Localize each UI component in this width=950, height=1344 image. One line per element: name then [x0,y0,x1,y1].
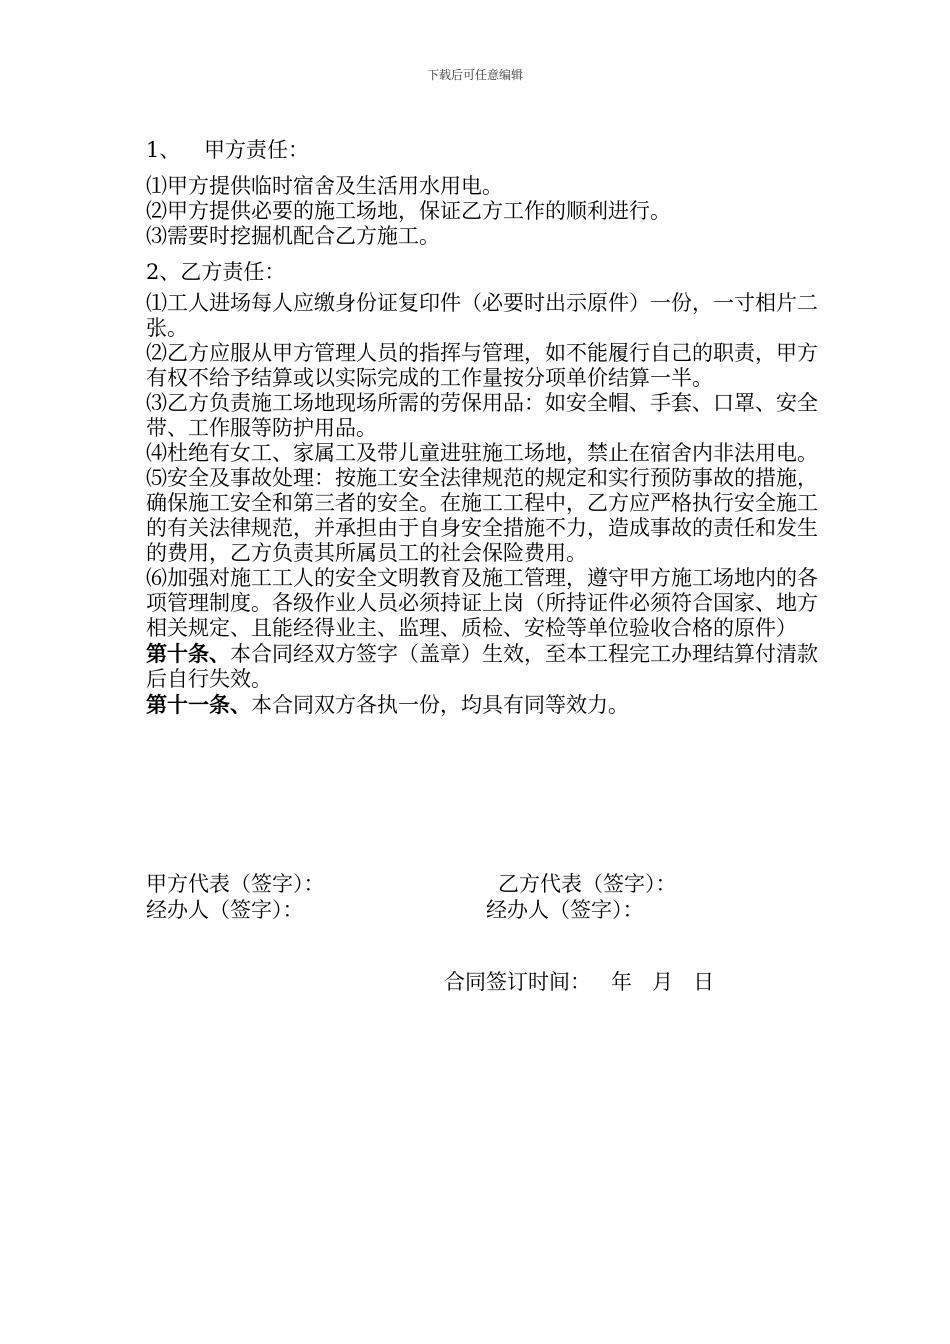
section1-item-1: ⑴甲方提供临时宿舍及生活用水用电。 [146,174,503,198]
section1-title: 甲方责任： [204,138,309,162]
party-b-rep-label: 乙方代表（签字）： [498,872,677,896]
contract-body [146,134,826,718]
signing-date-year: 年 [611,970,633,994]
article-11-label: 第十一条、 [146,692,251,717]
party-a-handler-label: 经办人（签字）： [146,898,304,922]
signing-date [444,970,714,995]
section2-item-4: ⑷杜绝有女工、家属工及带儿童进驻施工场地，禁止在宿舍内非法用电。 [146,441,818,465]
signing-date-label: 合同签订时间： [444,970,591,994]
party-b-handler-label: 经办人（签字）： [486,898,644,922]
article-10-label: 第十条、 [146,641,230,666]
section2-item-6: ⑹加强对施工工人的安全文明教育及施工管理，遵守甲方施工场地内的各项管理制度。各级作业人员必须持证上岗（所持证件必须符合国家、地方相关规定、且能经得业主、监理、质检、安检等单位验收合格的原件） [146,566,818,640]
section2-item-3: ⑶乙方负责施工场地现场所需的劳保用品：如安全帽、手套、口罩、安全带、工作服等防护用品。 [146,391,818,440]
page-header: 下载后可任意编辑 [426,68,523,82]
party-a-rep-label: 甲方代表（签字）： [146,872,325,896]
section2-item-5: ⑸安全及事故处理：按施工安全法律规范的规定和实行预防事故的措施，确保施工安全和第三者的安全。在施工工程中，乙方应严格执行安全施工的有关法律规范，并承担由于自身安全措施不力，造成事故的责任和发生的费用，乙方负责其所属员工的社会保险费用。 [146,466,818,565]
signing-date-day: 日 [693,970,715,994]
section2-heading: 2、乙方责任： [146,260,286,284]
section1-number: 1、 [146,138,181,162]
article-11-text: 本合同双方各执一份，均具有同等效力。 [251,693,629,717]
section1-item-3: ⑶需要时挖掘机配合乙方施工。 [146,224,440,248]
signing-date-month: 月 [652,970,674,994]
signature-row-reps [146,872,826,897]
section2-item-2: ⑵乙方应服从甲方管理人员的指挥与管理，如不能履行自己的职责，甲方有权不给予结算或以实际完成的工作量按分项单价结算一半。 [146,341,818,390]
article-10-text: 本合同经双方签字（盖章）生效，至本工程完工办理结算付清款后自行失效。 [146,642,818,691]
article-11 [146,692,826,718]
article-10 [146,641,826,692]
section2-item-1: ⑴工人进场每人应缴身份证复印件（必要时出示原件）一份，一寸相片二张。 [146,291,818,340]
spacer [146,249,826,257]
section1-heading [146,134,826,174]
signature-row-handlers [146,898,826,923]
section1-item-2: ⑵甲方提供必要的施工场地，保证乙方工作的顺利进行。 [146,199,671,223]
